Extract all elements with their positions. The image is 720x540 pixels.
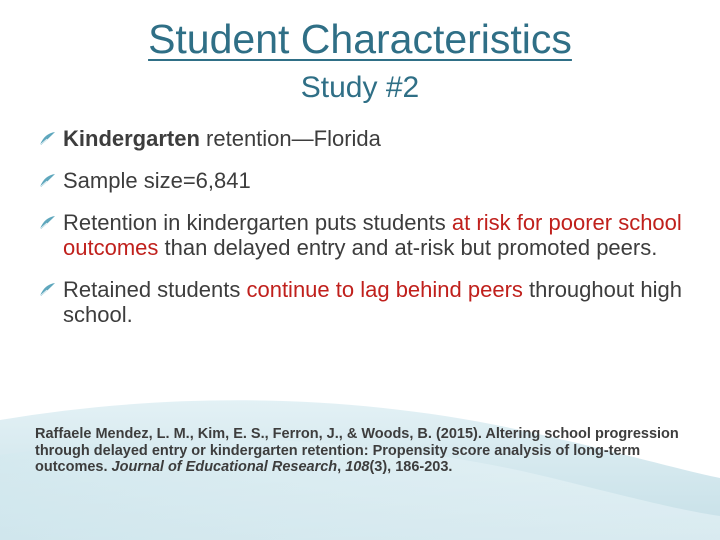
highlight-text: continue to lag behind peers	[246, 277, 523, 302]
bullet-list	[36, 126, 686, 344]
bullet-item	[36, 168, 686, 193]
citation-pages: (3), 186-203.	[369, 459, 453, 475]
bullet-bold-text: Kindergarten	[63, 126, 200, 151]
slide-subtitle: Study #2	[300, 71, 420, 104]
bullet-text: Sample size=6,841	[63, 168, 251, 193]
bullet-item	[36, 126, 686, 151]
slide-title: Student Characteristics	[148, 16, 572, 62]
feather-bullet-icon	[38, 131, 56, 147]
bullet-text: retention—Florida	[199, 126, 381, 151]
bullet-text: Retention in kindergarten puts students	[63, 210, 452, 235]
feather-bullet-icon	[38, 282, 56, 298]
bullet-item	[36, 210, 686, 260]
citation	[35, 426, 690, 476]
citation-volume: 108	[345, 459, 370, 475]
feather-bullet-icon	[38, 215, 56, 231]
feather-bullet-icon	[38, 173, 56, 189]
slide-title-block	[0, 14, 720, 106]
citation-journal: Journal of Educational Research	[111, 459, 338, 475]
bullet-text: Retained students	[63, 277, 247, 302]
citation-separator: ,	[337, 459, 346, 475]
highlight-text: at risk for poorer school outcomes	[63, 210, 682, 260]
bullet-item	[36, 277, 686, 327]
bullet-text: than delayed entry and at-risk but promoted peers.	[158, 235, 658, 260]
bullet-text: throughout high school.	[63, 277, 682, 327]
citation-authors: Raffaele Mendez, L. M., Kim, E. S., Ferron, J., & Woods, B. (2015). Altering school progression through delayed entry or kindergarten retention: Propensity score analysis of long-term outcomes.	[35, 426, 679, 475]
